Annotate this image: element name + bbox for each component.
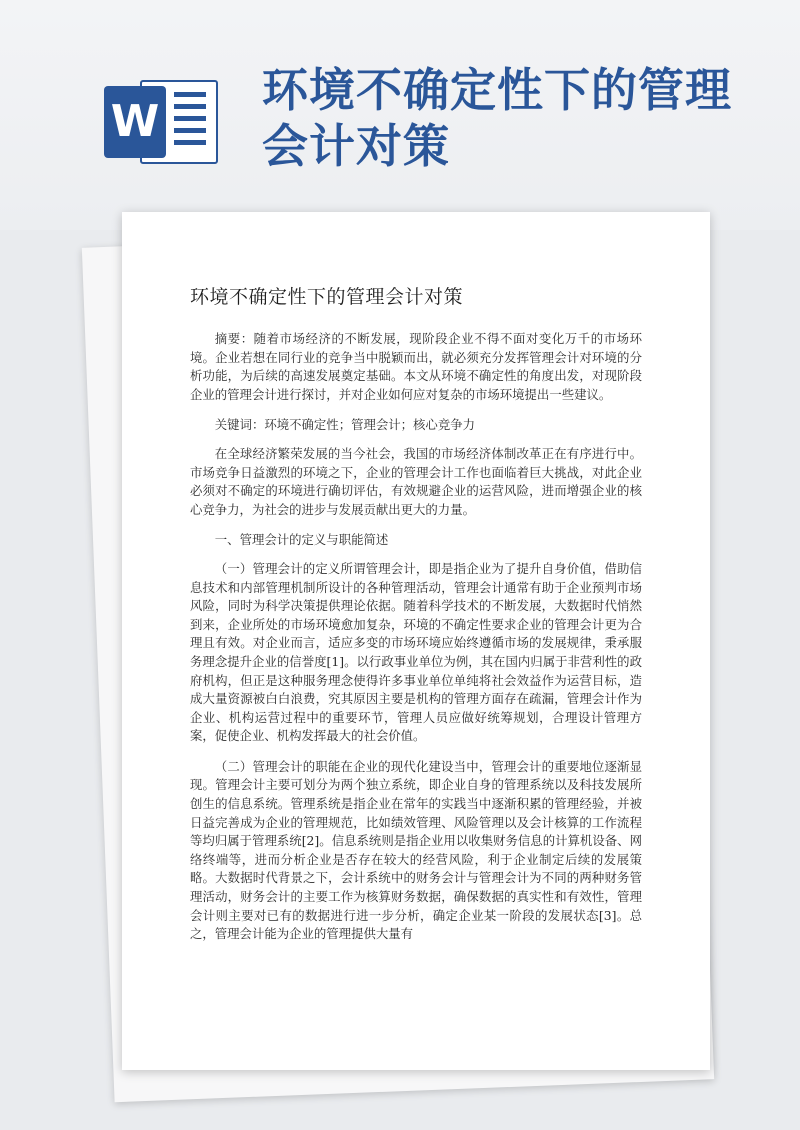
keywords-paragraph: 关键词：环境不确定性；管理会计；核心竞争力 bbox=[214, 417, 475, 433]
section-heading: 一、管理会计的定义与职能简述 bbox=[214, 532, 389, 548]
logo-line bbox=[174, 92, 206, 97]
intro-paragraph: 在全球经济繁荣发展的当今社会，我国的市场经济体制改革正在有序进行中。市场竞争日益激烈的环境之下，企业的管理会计工作也面临着巨大挑战，对此企业必须对不确定的环境进行确切评估，有效规避企业的运营风险，进而增强企业的核心竞争力，为社会的进步与发展贡献出更大的力量。 bbox=[190, 445, 642, 517]
logo-letter: W bbox=[104, 86, 166, 158]
logo-line bbox=[174, 140, 206, 145]
banner-title: 环境不确定性下的管理会计对策 bbox=[262, 63, 732, 173]
function-paragraph: （二）管理会计的职能在企业的现代化建设当中，管理会计的重要地位逐渐显现。管理会计主要可划分为两个独立系统，即企业自身的管理系统以及科技发展所创生的信息系统。管理系统是指企业在常年的实践当中逐渐积累的管理经验，并被日益完善成为企业的管理规范，比如绩效管理、风险管理以及会计核算的工作流程等均归属于管理系统[2]。信息系统则是指企业用以收集财务信息的计算机设备、网络终端等，进而分析企业是否存在较大的经营风险，利于企业制定后续的发展策略。大数据时代背景之下，会计系统中的财务会计与管理会计为不同的两种财务管理活动，财务会计的主要工作为核算财务数据，确保数据的真实性和有效性，管理会计则主要对已有的数据进行进一步分析，确定企业某一阶段的发展状态[3]。总之，管理会计能为企业的管理提供大量有 bbox=[190, 758, 642, 942]
abstract-paragraph: 摘要：随着市场经济的不断发展，现阶段企业不得不面对变化万千的市场环境。企业若想在同行业的竞争当中脱颖而出，就必须充分发挥管理会计对环境的分析功能，为后续的高速发展奠定基础。本文从环境不确定性的角度出发，对现阶段企业的管理会计进行探讨，并对企业如何应对复杂的市场环境提出一些建议。 bbox=[190, 331, 642, 402]
logo-line bbox=[174, 116, 206, 121]
definition-paragraph: （一）管理会计的定义所谓管理会计，即是指企业为了提升自身价值，借助信息技术和内部管理机制所设计的各种管理活动，管理会计通常有助于企业预判市场风险，同时为科学决策提供理论依据。随着科学技术的不断发展，大数据时代悄然到来，企业所处的市场环境愈加复杂，环境的不确定性要求企业的管理会计更为合理且有效。对企业而言，适应多变的市场环境应始终遵循市场的发展规律，秉承服务理念提升企业的信誉度[1]。以行政事业单位为例，其在国内归属于非营利性的政府机构，但正是这种服务理念使得许多事业单位单纯将社会效益作为运营目标，造成大量资源被白白浪费，究其原因主要是机构的管理方面存在疏漏，管理会计作为企业、机构运营过程中的重要环节，管理人员应做好统筹规划，合理设计管理方案，促使企业、机构发挥最大的社会价值。 bbox=[190, 560, 642, 744]
logo-line bbox=[174, 104, 206, 109]
word-document-icon bbox=[104, 80, 222, 164]
document-title: 环境不确定性下的管理会计对策 bbox=[190, 286, 464, 308]
logo-line bbox=[174, 128, 206, 133]
document-page bbox=[122, 212, 710, 1070]
document-body bbox=[190, 330, 642, 956]
